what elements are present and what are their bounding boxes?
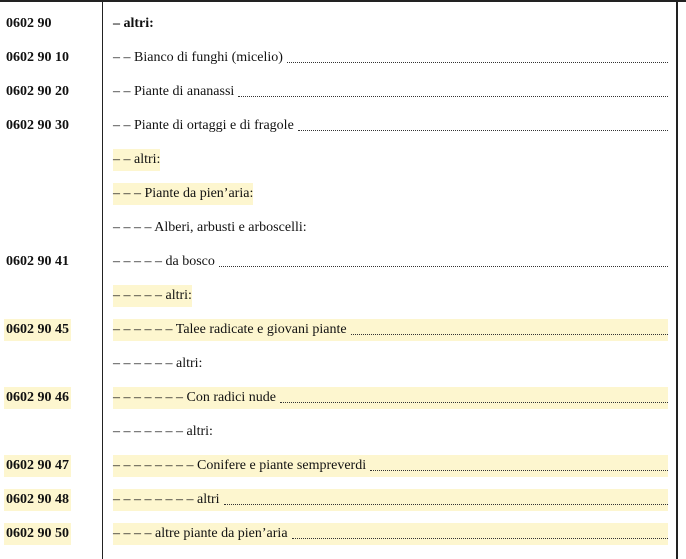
row-description — [113, 251, 668, 273]
dot-leader — [292, 523, 668, 539]
dot-leader — [298, 115, 668, 131]
row-description — [113, 81, 668, 103]
table-row — [0, 387, 686, 409]
cn-code: 0602 90 50 — [4, 523, 71, 545]
table-row — [0, 183, 686, 205]
table-row — [0, 285, 686, 307]
row-description-text: – – – – – – Talee radicate e giovani piante — [113, 322, 347, 337]
row-description: – – – – – – – altri: — [113, 424, 213, 439]
dot-leader — [287, 47, 668, 63]
row-description-text: – – Piante di ortaggi e di fragole — [113, 118, 294, 133]
dot-leader — [238, 81, 668, 97]
table-row — [0, 353, 686, 375]
cn-code: 0602 90 41 — [6, 254, 69, 269]
table-row — [0, 319, 686, 341]
table-row — [0, 13, 686, 35]
dot-leader — [224, 489, 668, 505]
row-description: – – – – – – altri: — [113, 356, 203, 371]
row-description: – – altri: — [113, 149, 160, 171]
table-row — [0, 455, 686, 477]
row-description — [113, 115, 668, 137]
table-row — [0, 149, 686, 171]
row-description — [113, 455, 668, 477]
row-description: – altri: — [113, 16, 154, 31]
dot-leader — [351, 319, 668, 335]
cn-code: 0602 90 30 — [6, 118, 69, 133]
row-description — [113, 387, 668, 409]
table-row — [0, 489, 686, 511]
row-description-text: – – – – altre piante da pien’aria — [113, 526, 288, 541]
table-row — [0, 81, 686, 103]
cn-code: 0602 90 10 — [6, 50, 69, 65]
cn-code: 0602 90 45 — [4, 319, 71, 341]
row-description — [113, 489, 668, 511]
row-description — [113, 47, 668, 69]
cn-code: 0602 90 47 — [4, 455, 71, 477]
dot-leader — [280, 387, 668, 403]
row-description-text: – – – – – – – Con radici nude — [113, 390, 276, 405]
table-row — [0, 523, 686, 545]
row-description: – – – Piante da pien’aria: — [113, 183, 253, 205]
cn-code: 0602 90 — [6, 16, 52, 31]
dot-leader — [219, 251, 668, 267]
table-row — [0, 421, 686, 443]
row-description: – – – – – altri: — [113, 285, 192, 307]
row-description-text: – – Bianco di funghi (micelio) — [113, 50, 283, 65]
table-row — [0, 217, 686, 239]
row-description-text: – – – – – da bosco — [113, 254, 215, 269]
cn-code: 0602 90 48 — [4, 489, 71, 511]
row-description: – – – – Alberi, arbusti e arboscelli: — [113, 220, 307, 235]
row-description — [113, 523, 668, 545]
row-description-text: – – Piante di ananassi — [113, 84, 235, 99]
cn-code: 0602 90 20 — [6, 84, 69, 99]
row-description-text: – – – – – – – – Conifere e piante sempreverdi — [113, 458, 367, 473]
table-row — [0, 251, 686, 273]
table-row — [0, 115, 686, 137]
table-row — [0, 47, 686, 69]
row-description-text: – – – – – – – – altri — [113, 492, 220, 507]
row-description — [113, 319, 668, 341]
dot-leader — [370, 455, 668, 471]
cn-code: 0602 90 46 — [4, 387, 71, 409]
